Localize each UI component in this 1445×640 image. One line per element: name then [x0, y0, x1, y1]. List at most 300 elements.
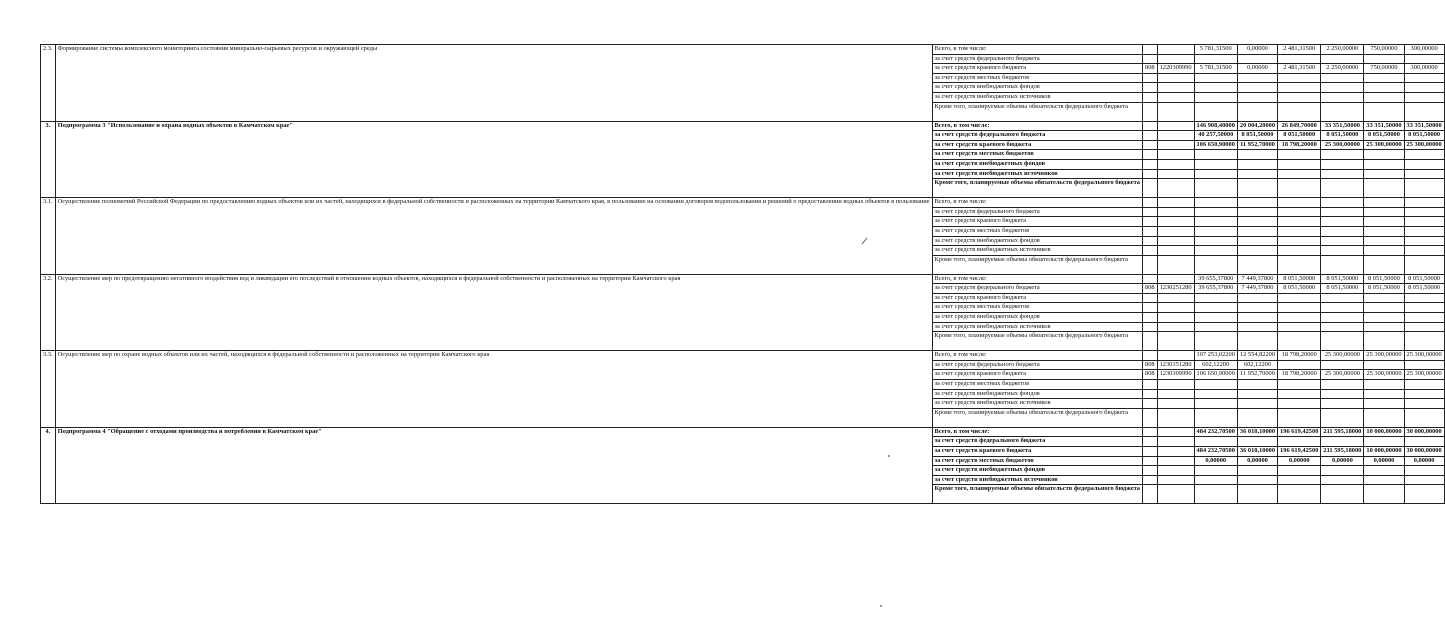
amount-v3: [1278, 73, 1321, 83]
amount-v4: [1321, 179, 1364, 198]
amount-v4: [1321, 408, 1364, 427]
amount-v5: [1364, 293, 1404, 303]
amount-v2: [1237, 83, 1277, 93]
kcsr-code: [1157, 313, 1194, 323]
funding-source: Всего, в том числе:: [932, 274, 1143, 284]
amount-v4: [1321, 102, 1364, 121]
funding-source: Кроме того, планируемые объемы обязательств федерального бюджета: [932, 102, 1143, 121]
amount-v6: [1404, 255, 1444, 274]
amount-v5: [1364, 179, 1404, 198]
amount-v6: 33 351,50000: [1404, 121, 1444, 131]
activity-name: Осуществление мер по предотвращению негативного воздействия вод и ликвидации его последствий в отношении водных объектов, находящихся в федеральной собственности и расположенных на территории Камчатского края: [55, 274, 932, 351]
amount-v2: [1237, 293, 1277, 303]
grbs-code: [1143, 45, 1158, 55]
kcsr-code: [1157, 102, 1194, 121]
funding-source: Кроме того, планируемые объемы обязательств федерального бюджета: [932, 485, 1143, 504]
amount-v1: 5 781,31500: [1194, 64, 1237, 74]
grbs-code: [1143, 485, 1158, 504]
kcsr-code: [1157, 437, 1194, 447]
amount-v6: [1404, 399, 1444, 409]
amount-v4: [1321, 236, 1364, 246]
amount-v6: [1404, 303, 1444, 313]
activity-name: Формирование системы комплексного мониторинга состояния минерально-сырьевых ресурсов и окружающей среды: [55, 45, 932, 122]
kcsr-code: [1157, 54, 1194, 64]
kcsr-code: [1157, 169, 1194, 179]
amount-v4: 25 300,00000: [1321, 140, 1364, 150]
amount-v2: [1237, 159, 1277, 169]
amount-v2: [1237, 236, 1277, 246]
amount-v5: [1364, 380, 1404, 390]
amount-v6: [1404, 437, 1444, 447]
amount-v6: 25 300,00000: [1404, 351, 1444, 361]
grbs-code: [1143, 54, 1158, 64]
amount-v5: 25 300,00000: [1364, 370, 1404, 380]
amount-v1: [1194, 322, 1237, 332]
grbs-code: [1143, 121, 1158, 131]
amount-v3: [1278, 236, 1321, 246]
kcsr-code: [1157, 293, 1194, 303]
funding-source: за счет средств федерального бюджета: [932, 131, 1143, 141]
funding-source: за счет средств внебюджетных источников: [932, 169, 1143, 179]
amount-v5: 8 051,50000: [1364, 284, 1404, 294]
kcsr-code: [1157, 236, 1194, 246]
amount-v2: [1237, 399, 1277, 409]
amount-v3: [1278, 198, 1321, 208]
grbs-code: [1143, 303, 1158, 313]
amount-v5: [1364, 236, 1404, 246]
amount-v4: [1321, 207, 1364, 217]
funding-source: за счет средств внебюджетных фондов: [932, 159, 1143, 169]
amount-v3: [1278, 92, 1321, 102]
amount-v2: [1237, 150, 1277, 160]
amount-v1: [1194, 313, 1237, 323]
amount-v3: 2 481,31500: [1278, 64, 1321, 74]
kcsr-code: [1157, 351, 1194, 361]
amount-v2: [1237, 389, 1277, 399]
amount-v1: [1194, 389, 1237, 399]
amount-v4: [1321, 54, 1364, 64]
amount-v5: 8 051,50000: [1364, 274, 1404, 284]
amount-v5: [1364, 159, 1404, 169]
amount-v1: [1194, 217, 1237, 227]
kcsr-code: [1157, 150, 1194, 160]
grbs-code: [1143, 255, 1158, 274]
activity-name: Осуществление полномочий Российской Федерации по предоставлению водных объектов или их частей, находящихся в федеральной собственности и расположенных на территории Камчатского края, в пользование на основании договоров водопользования и решений о предоставлении водных объектов в пользование: [55, 198, 932, 275]
funding-source: за счет средств федерального бюджета: [932, 437, 1143, 447]
amount-v4: [1321, 389, 1364, 399]
funding-source: за счет средств краевого бюджета: [932, 64, 1143, 74]
amount-v1: [1194, 92, 1237, 102]
amount-v4: [1321, 159, 1364, 169]
amount-v2: [1237, 226, 1277, 236]
amount-v2: [1237, 303, 1277, 313]
row-number: 2.3.: [41, 45, 56, 122]
funding-source: за счет средств местных бюджетов: [932, 150, 1143, 160]
amount-v3: [1278, 246, 1321, 256]
row-number: 4.: [41, 427, 56, 504]
funding-source: за счет средств федерального бюджета: [932, 207, 1143, 217]
amount-v5: [1364, 150, 1404, 160]
kcsr-code: [1157, 179, 1194, 198]
amount-v6: 300,00000: [1404, 64, 1444, 74]
amount-v2: [1237, 466, 1277, 476]
amount-v4: 25 300,00000: [1321, 370, 1364, 380]
amount-v2: [1237, 408, 1277, 427]
amount-v4: [1321, 217, 1364, 227]
activity-name: Осуществление мер по охране водных объектов или их частей, находящихся в федеральной собственности и расположенных на территории Камчатского края: [55, 351, 932, 428]
amount-v3: [1278, 226, 1321, 236]
table-row: [41, 198, 1445, 208]
amount-v6: 300,00000: [1404, 45, 1444, 55]
amount-v1: [1194, 150, 1237, 160]
kcsr-code: [1157, 332, 1194, 351]
amount-v1: [1194, 226, 1237, 236]
grbs-code: [1143, 322, 1158, 332]
grbs-code: [1143, 456, 1158, 466]
amount-v6: [1404, 236, 1444, 246]
amount-v5: [1364, 303, 1404, 313]
amount-v1: 602,12200: [1194, 360, 1237, 370]
amount-v2: [1237, 207, 1277, 217]
grbs-code: [1143, 437, 1158, 447]
amount-v5: [1364, 485, 1404, 504]
grbs-code: [1143, 427, 1158, 437]
amount-v2: 7 449,37800: [1237, 274, 1277, 284]
grbs-code: [1143, 351, 1158, 361]
kcsr-code: [1157, 399, 1194, 409]
activity-name: Подпрограмма 4 "Обращение с отходами производства и потребления в Камчатском крае": [55, 427, 932, 504]
grbs-code: [1143, 92, 1158, 102]
amount-v3: 196 619,42500: [1278, 427, 1321, 437]
amount-v5: [1364, 102, 1404, 121]
amount-v6: [1404, 313, 1444, 323]
amount-v4: 211 595,18000: [1321, 447, 1364, 457]
amount-v5: [1364, 226, 1404, 236]
table-row: [41, 351, 1445, 361]
grbs-code: [1143, 313, 1158, 323]
amount-v2: 12 554,82200: [1237, 351, 1277, 361]
grbs-code: 808: [1143, 370, 1158, 380]
amount-v1: [1194, 54, 1237, 64]
amount-v6: [1404, 485, 1444, 504]
amount-v4: [1321, 246, 1364, 256]
amount-v3: 0,00000: [1278, 456, 1321, 466]
amount-v5: [1364, 322, 1404, 332]
grbs-code: [1143, 140, 1158, 150]
amount-v1: 146 908,40000: [1194, 121, 1237, 131]
amount-v3: [1278, 303, 1321, 313]
kcsr-code: [1157, 303, 1194, 313]
amount-v4: [1321, 360, 1364, 370]
kcsr-code: [1157, 121, 1194, 131]
funding-source: Кроме того, планируемые объемы обязательств федерального бюджета: [932, 179, 1143, 198]
amount-v1: 484 232,70500: [1194, 447, 1237, 457]
amount-v6: [1404, 54, 1444, 64]
amount-v6: [1404, 169, 1444, 179]
amount-v6: [1404, 408, 1444, 427]
amount-v5: [1364, 399, 1404, 409]
amount-v6: 8 051,50000: [1404, 131, 1444, 141]
amount-v3: 196 619,42500: [1278, 447, 1321, 457]
amount-v3: [1278, 485, 1321, 504]
kcsr-code: [1157, 466, 1194, 476]
amount-v6: [1404, 207, 1444, 217]
amount-v1: 40 257,50000: [1194, 131, 1237, 141]
amount-v3: [1278, 255, 1321, 274]
grbs-code: [1143, 399, 1158, 409]
amount-v2: 8 051,50000: [1237, 131, 1277, 141]
amount-v2: 11 952,70000: [1237, 370, 1277, 380]
amount-v1: 5 781,31500: [1194, 45, 1237, 55]
grbs-code: [1143, 159, 1158, 169]
amount-v2: [1237, 179, 1277, 198]
amount-v6: [1404, 198, 1444, 208]
grbs-code: [1143, 179, 1158, 198]
funding-source: за счет средств внебюджетных источников: [932, 475, 1143, 485]
amount-v1: [1194, 169, 1237, 179]
amount-v2: 36 018,10000: [1237, 447, 1277, 457]
kcsr-code: [1157, 140, 1194, 150]
amount-v5: [1364, 255, 1404, 274]
table-row: [41, 427, 1445, 437]
amount-v3: [1278, 466, 1321, 476]
amount-v2: [1237, 255, 1277, 274]
funding-source: за счет средств краевого бюджета: [932, 293, 1143, 303]
row-number: 3.1.: [41, 198, 56, 275]
amount-v5: [1364, 437, 1404, 447]
amount-v6: [1404, 475, 1444, 485]
amount-v3: [1278, 332, 1321, 351]
amount-v5: [1364, 360, 1404, 370]
amount-v6: [1404, 102, 1444, 121]
grbs-code: [1143, 102, 1158, 121]
amount-v5: 0,00000: [1364, 456, 1404, 466]
table-row: [41, 121, 1445, 131]
amount-v3: [1278, 437, 1321, 447]
amount-v5: [1364, 92, 1404, 102]
kcsr-code: 1230351280: [1157, 360, 1194, 370]
amount-v1: [1194, 159, 1237, 169]
kcsr-code: [1157, 226, 1194, 236]
funding-source: за счет средств местных бюджетов: [932, 73, 1143, 83]
amount-v4: 8 051,50000: [1321, 274, 1364, 284]
amount-v4: [1321, 303, 1364, 313]
amount-v3: 18 798,20000: [1278, 370, 1321, 380]
funding-source: Кроме того, планируемые объемы обязательств федерального бюджета: [932, 408, 1143, 427]
grbs-code: [1143, 217, 1158, 227]
funding-source: Всего, в том числе:: [932, 121, 1143, 131]
amount-v3: [1278, 169, 1321, 179]
amount-v5: [1364, 332, 1404, 351]
grbs-code: [1143, 207, 1158, 217]
amount-v1: [1194, 437, 1237, 447]
kcsr-code: [1157, 83, 1194, 93]
kcsr-code: [1157, 207, 1194, 217]
amount-v4: 8 051,50000: [1321, 131, 1364, 141]
amount-v4: 8 051,50000: [1321, 284, 1364, 294]
funding-source: за счет средств краевого бюджета: [932, 217, 1143, 227]
kcsr-code: 1230251280: [1157, 284, 1194, 294]
amount-v4: 2 250,00000: [1321, 64, 1364, 74]
amount-v1: [1194, 102, 1237, 121]
amount-v2: [1237, 169, 1277, 179]
amount-v3: [1278, 475, 1321, 485]
amount-v5: 8 051,50000: [1364, 131, 1404, 141]
row-number: 3.2.: [41, 274, 56, 351]
amount-v6: [1404, 226, 1444, 236]
amount-v2: [1237, 485, 1277, 504]
funding-source: за счет средств федерального бюджета: [932, 360, 1143, 370]
amount-v1: [1194, 408, 1237, 427]
kcsr-code: [1157, 475, 1194, 485]
funding-source: за счет средств внебюджетных фондов: [932, 313, 1143, 323]
amount-v2: [1237, 475, 1277, 485]
amount-v2: [1237, 313, 1277, 323]
amount-v6: [1404, 332, 1444, 351]
funding-source: за счет средств краевого бюджета: [932, 447, 1143, 457]
kcsr-code: [1157, 198, 1194, 208]
scan-speck: [880, 605, 882, 607]
grbs-code: [1143, 408, 1158, 427]
grbs-code: [1143, 274, 1158, 284]
amount-v4: [1321, 313, 1364, 323]
kcsr-code: [1157, 45, 1194, 55]
amount-v1: [1194, 179, 1237, 198]
amount-v5: [1364, 389, 1404, 399]
amount-v5: [1364, 73, 1404, 83]
amount-v3: 8 051,50000: [1278, 131, 1321, 141]
grbs-code: [1143, 198, 1158, 208]
amount-v6: [1404, 217, 1444, 227]
amount-v5: [1364, 169, 1404, 179]
amount-v4: [1321, 475, 1364, 485]
amount-v4: 33 351,50000: [1321, 121, 1364, 131]
amount-v5: [1364, 198, 1404, 208]
amount-v5: [1364, 466, 1404, 476]
amount-v5: [1364, 408, 1404, 427]
amount-v3: 26 849,70000: [1278, 121, 1321, 131]
amount-v2: 0,00000: [1237, 45, 1277, 55]
amount-v4: 0,00000: [1321, 456, 1364, 466]
amount-v1: [1194, 485, 1237, 504]
amount-v3: [1278, 150, 1321, 160]
amount-v5: [1364, 217, 1404, 227]
scan-speck: [888, 455, 890, 457]
amount-v1: [1194, 380, 1237, 390]
amount-v1: 484 232,70500: [1194, 427, 1237, 437]
amount-v5: [1364, 475, 1404, 485]
funding-source: за счет средств внебюджетных фондов: [932, 236, 1143, 246]
amount-v3: [1278, 399, 1321, 409]
grbs-code: [1143, 389, 1158, 399]
amount-v1: [1194, 236, 1237, 246]
funding-source: Кроме того, планируемые объемы обязательств федерального бюджета: [932, 255, 1143, 274]
grbs-code: [1143, 131, 1158, 141]
funding-source: за счет средств внебюджетных источников: [932, 399, 1143, 409]
amount-v6: 30 000,00000: [1404, 427, 1444, 437]
amount-v3: [1278, 83, 1321, 93]
kcsr-code: [1157, 92, 1194, 102]
kcsr-code: [1157, 427, 1194, 437]
amount-v4: [1321, 83, 1364, 93]
amount-v2: 602,12200: [1237, 360, 1277, 370]
amount-v4: [1321, 198, 1364, 208]
amount-v1: 106 650,90000: [1194, 140, 1237, 150]
amount-v2: [1237, 217, 1277, 227]
kcsr-code: [1157, 217, 1194, 227]
amount-v4: [1321, 150, 1364, 160]
amount-v4: [1321, 485, 1364, 504]
kcsr-code: [1157, 389, 1194, 399]
amount-v6: [1404, 73, 1444, 83]
amount-v2: [1237, 73, 1277, 83]
amount-v4: [1321, 332, 1364, 351]
amount-v1: [1194, 475, 1237, 485]
row-number: 3.: [41, 121, 56, 198]
amount-v4: [1321, 380, 1364, 390]
amount-v5: [1364, 54, 1404, 64]
budget-table: [40, 44, 1445, 504]
amount-v5: [1364, 313, 1404, 323]
amount-v2: [1237, 92, 1277, 102]
amount-v3: 8 051,50000: [1278, 284, 1321, 294]
grbs-code: [1143, 73, 1158, 83]
amount-v4: 25 300,00000: [1321, 351, 1364, 361]
grbs-code: [1143, 169, 1158, 179]
amount-v6: [1404, 322, 1444, 332]
amount-v2: [1237, 332, 1277, 351]
amount-v3: 8 051,50000: [1278, 274, 1321, 284]
amount-v1: [1194, 207, 1237, 217]
amount-v2: 0,00000: [1237, 64, 1277, 74]
amount-v6: [1404, 92, 1444, 102]
funding-source: за счет средств внебюджетных фондов: [932, 466, 1143, 476]
amount-v3: [1278, 389, 1321, 399]
table-row: [41, 274, 1445, 284]
amount-v1: [1194, 466, 1237, 476]
amount-v3: [1278, 159, 1321, 169]
amount-v2: [1237, 246, 1277, 256]
funding-source: Кроме того, планируемые объемы обязательств федерального бюджета: [932, 332, 1143, 351]
amount-v4: [1321, 437, 1364, 447]
kcsr-code: [1157, 485, 1194, 504]
amount-v2: [1237, 380, 1277, 390]
amount-v3: [1278, 322, 1321, 332]
grbs-code: [1143, 150, 1158, 160]
grbs-code: [1143, 83, 1158, 93]
amount-v5: 10 000,00000: [1364, 447, 1404, 457]
amount-v3: [1278, 54, 1321, 64]
amount-v3: [1278, 313, 1321, 323]
amount-v5: 10 000,00000: [1364, 427, 1404, 437]
amount-v6: [1404, 389, 1444, 399]
amount-v5: 33 351,50000: [1364, 121, 1404, 131]
funding-source: за счет средств внебюджетных источников: [932, 92, 1143, 102]
amount-v6: 25 300,00000: [1404, 140, 1444, 150]
grbs-code: [1143, 475, 1158, 485]
kcsr-code: [1157, 274, 1194, 284]
budget-table-page: [40, 44, 1445, 504]
amount-v2: [1237, 437, 1277, 447]
amount-v2: [1237, 54, 1277, 64]
grbs-code: [1143, 466, 1158, 476]
amount-v4: [1321, 255, 1364, 274]
amount-v5: [1364, 83, 1404, 93]
grbs-code: [1143, 380, 1158, 390]
amount-v6: [1404, 293, 1444, 303]
funding-source: Всего, в том числе:: [932, 198, 1143, 208]
amount-v3: 2 481,31500: [1278, 45, 1321, 55]
